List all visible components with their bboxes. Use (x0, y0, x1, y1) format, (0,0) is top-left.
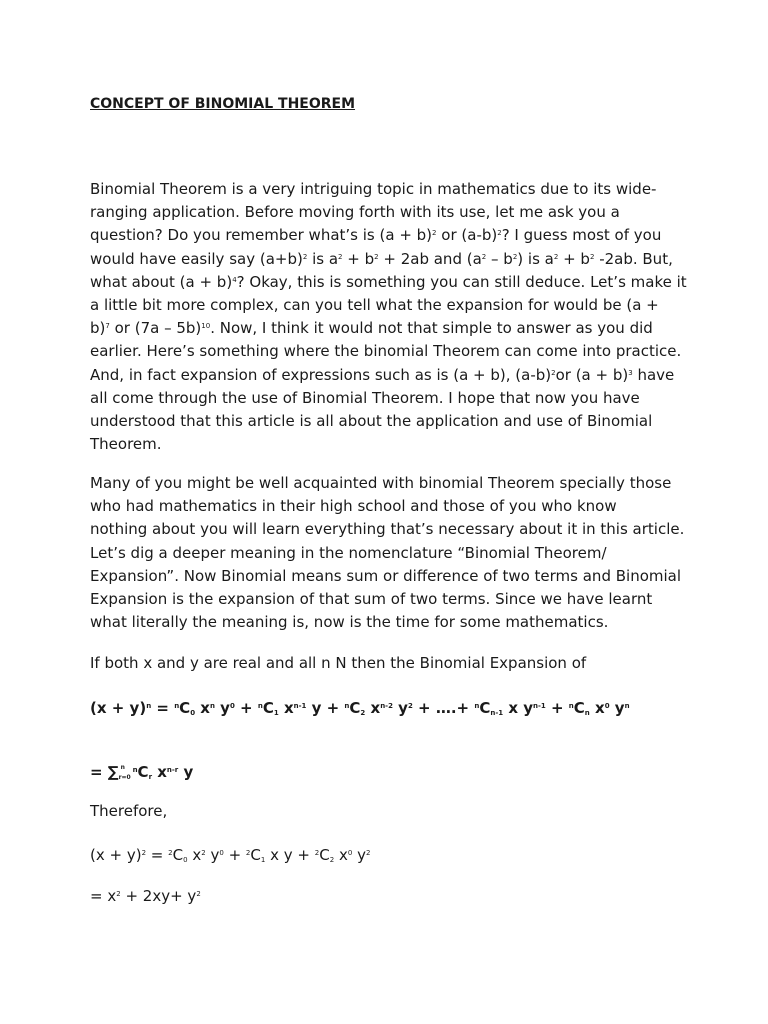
paragraph-line: who had mathematics in their high school and those of you who know (90, 497, 617, 516)
paragraph-line: Expansion”. Now Binomial means sum or difference of two terms and Binomial (90, 566, 682, 585)
paragraph-line: a little bit more complex, can you tell what the expansion for would be (a + (90, 296, 659, 315)
square-result-equation: = $x^2 + 2xy+ y^2$ (90, 887, 201, 905)
summation-equation: = ∑ n r=0 $^nC_r$ $x^{n-r}$ y (90, 763, 194, 781)
paragraph-line: all come through the use of Binomial Theorem. I hope that now you have (90, 388, 640, 407)
paragraph-line: understood that this article is all about the application and use of Binomial (90, 412, 653, 431)
paragraph-line: Many of you might be well acquainted with binomial Theorem specially those (90, 474, 672, 492)
sigma-limits: n r=0 (118, 764, 131, 781)
binomial-expansion-equation: $(x + y)^n = ^nC_0$ $x^n$ $y^0 + ^nC_1$ $x^{n-1}$ $y + ^nC_2$ $x^{n-2}$ $y^2$ + ….+ $^nC_{n-1}$ x $y^{n-1} + ^nC_n$ $x^0$ $y^n$ (90, 699, 630, 717)
paragraph-line: And, in fact expansion of expressions such as is (a + b), $(a-b)^2or$ $(a + b)^3$ have (90, 365, 675, 384)
paragraph-line: what about $(a + b)^4$? Okay, this is something you can still deduce. Let’s make it (90, 272, 687, 291)
paragraph-line: would have easily say $(a+b)^2$ is $a^2 + b^2 + 2ab$ and $(a^2 - b^2)$ is $a^2 + b^2$ -2ab. But, (90, 249, 673, 268)
paragraph-line: Theorem. (90, 435, 162, 454)
paragraph-line: ranging application. Before moving forth with its use, let me ask you a (90, 203, 620, 222)
paragraph-line: nothing about you will learn everything that’s necessary about it in this article. (90, 520, 685, 539)
paragraph-line: Expansion is the expansion of that sum of two terms. Since we have learnt (90, 590, 653, 609)
paragraph-line: b)$^7$ or (7a – 5b)$^{10}$. Now, I think it would not that simple to answer as you did (90, 319, 653, 338)
second-paragraph (90, 472, 690, 634)
paragraph-line: what literally the meaning is, now is the time for some mathematics. (90, 613, 609, 632)
paragraph-line: question? Do you remember what’s is $(a + b)^2$ or $(a-b)^2$? I guess most of you (90, 226, 662, 245)
square-expansion-equation: $(x + y)^2 = ^2C_0$ $x^2$ $y^0 + ^2C_1$ x $y + ^2C_2$ $x^0$ $y^2$ (90, 846, 371, 864)
paragraph-line: Let’s dig a deeper meaning in the nomenclature “Binomial Theorem/ (90, 543, 607, 562)
paragraph-line: earlier. Here’s something where the binomial Theorem can come into practice. (90, 342, 682, 361)
document-title: CONCEPT OF BINOMIAL THEOREM (90, 96, 356, 112)
expansion-intro: If both x and y are real and all n N then the Binomial Expansion of (90, 654, 587, 672)
paragraph-line: Binomial Theorem is a very intriguing topic in mathematics due to its wide- (90, 180, 657, 198)
therefore-label: Therefore, (90, 802, 168, 820)
intro-paragraph (90, 178, 690, 456)
